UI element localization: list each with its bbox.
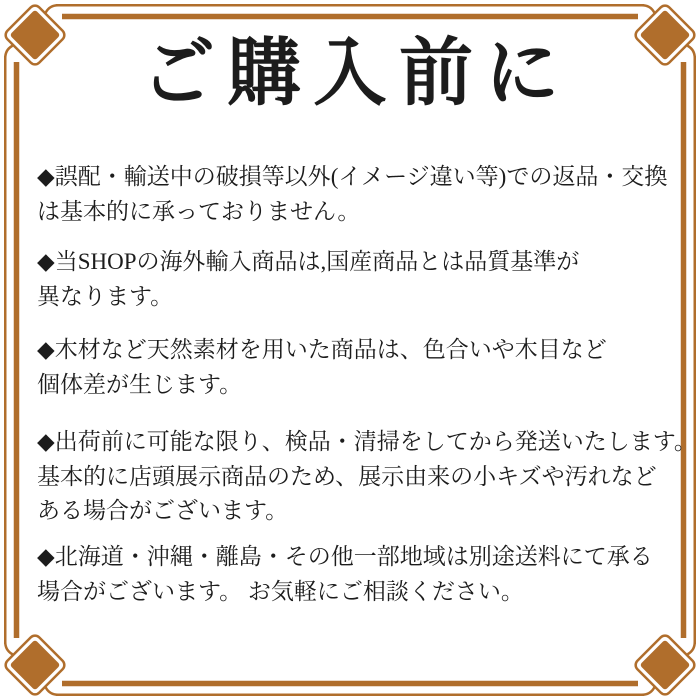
notice-line: ◆誤配・輸送中の破損等以外(イメージ違い等)での返品・交換 <box>37 164 668 189</box>
notice-line: 基本的に店頭展示商品のため、展示由来の小キズや汚れなど <box>37 463 657 489</box>
notice-line: ある場合がございます。 <box>37 498 289 523</box>
notice-line: ◆当SHOPの海外輸入商品は,国産商品とは品質基準が <box>37 249 580 274</box>
page-title: ご購入前に <box>141 33 571 115</box>
notice-line: 異なります。 <box>37 283 174 309</box>
notice-paragraph <box>37 245 676 314</box>
notice-line: は基本的に承っておりません。 <box>37 198 361 224</box>
notice-paragraph <box>37 425 697 529</box>
notice-paragraph <box>37 540 676 609</box>
notice-line: ◆木材など天然素材を用いた商品は、色合いや木目など <box>37 337 607 362</box>
notice-line: ◆北海道・沖縄・離島・その他一部地域は別途送料にて承る <box>37 544 653 569</box>
notice-line: 個体差が生じます。 <box>37 371 243 397</box>
notice-line: お気軽にご相談ください。 <box>247 578 524 604</box>
notice-paragraph <box>37 160 676 229</box>
notice-paragraph <box>37 333 676 402</box>
notice-line: 場合がございます。 <box>37 578 243 604</box>
notice-line: ◆出荷前に可能な限り、検品・清掃をしてから発送いたします。 <box>37 429 697 454</box>
